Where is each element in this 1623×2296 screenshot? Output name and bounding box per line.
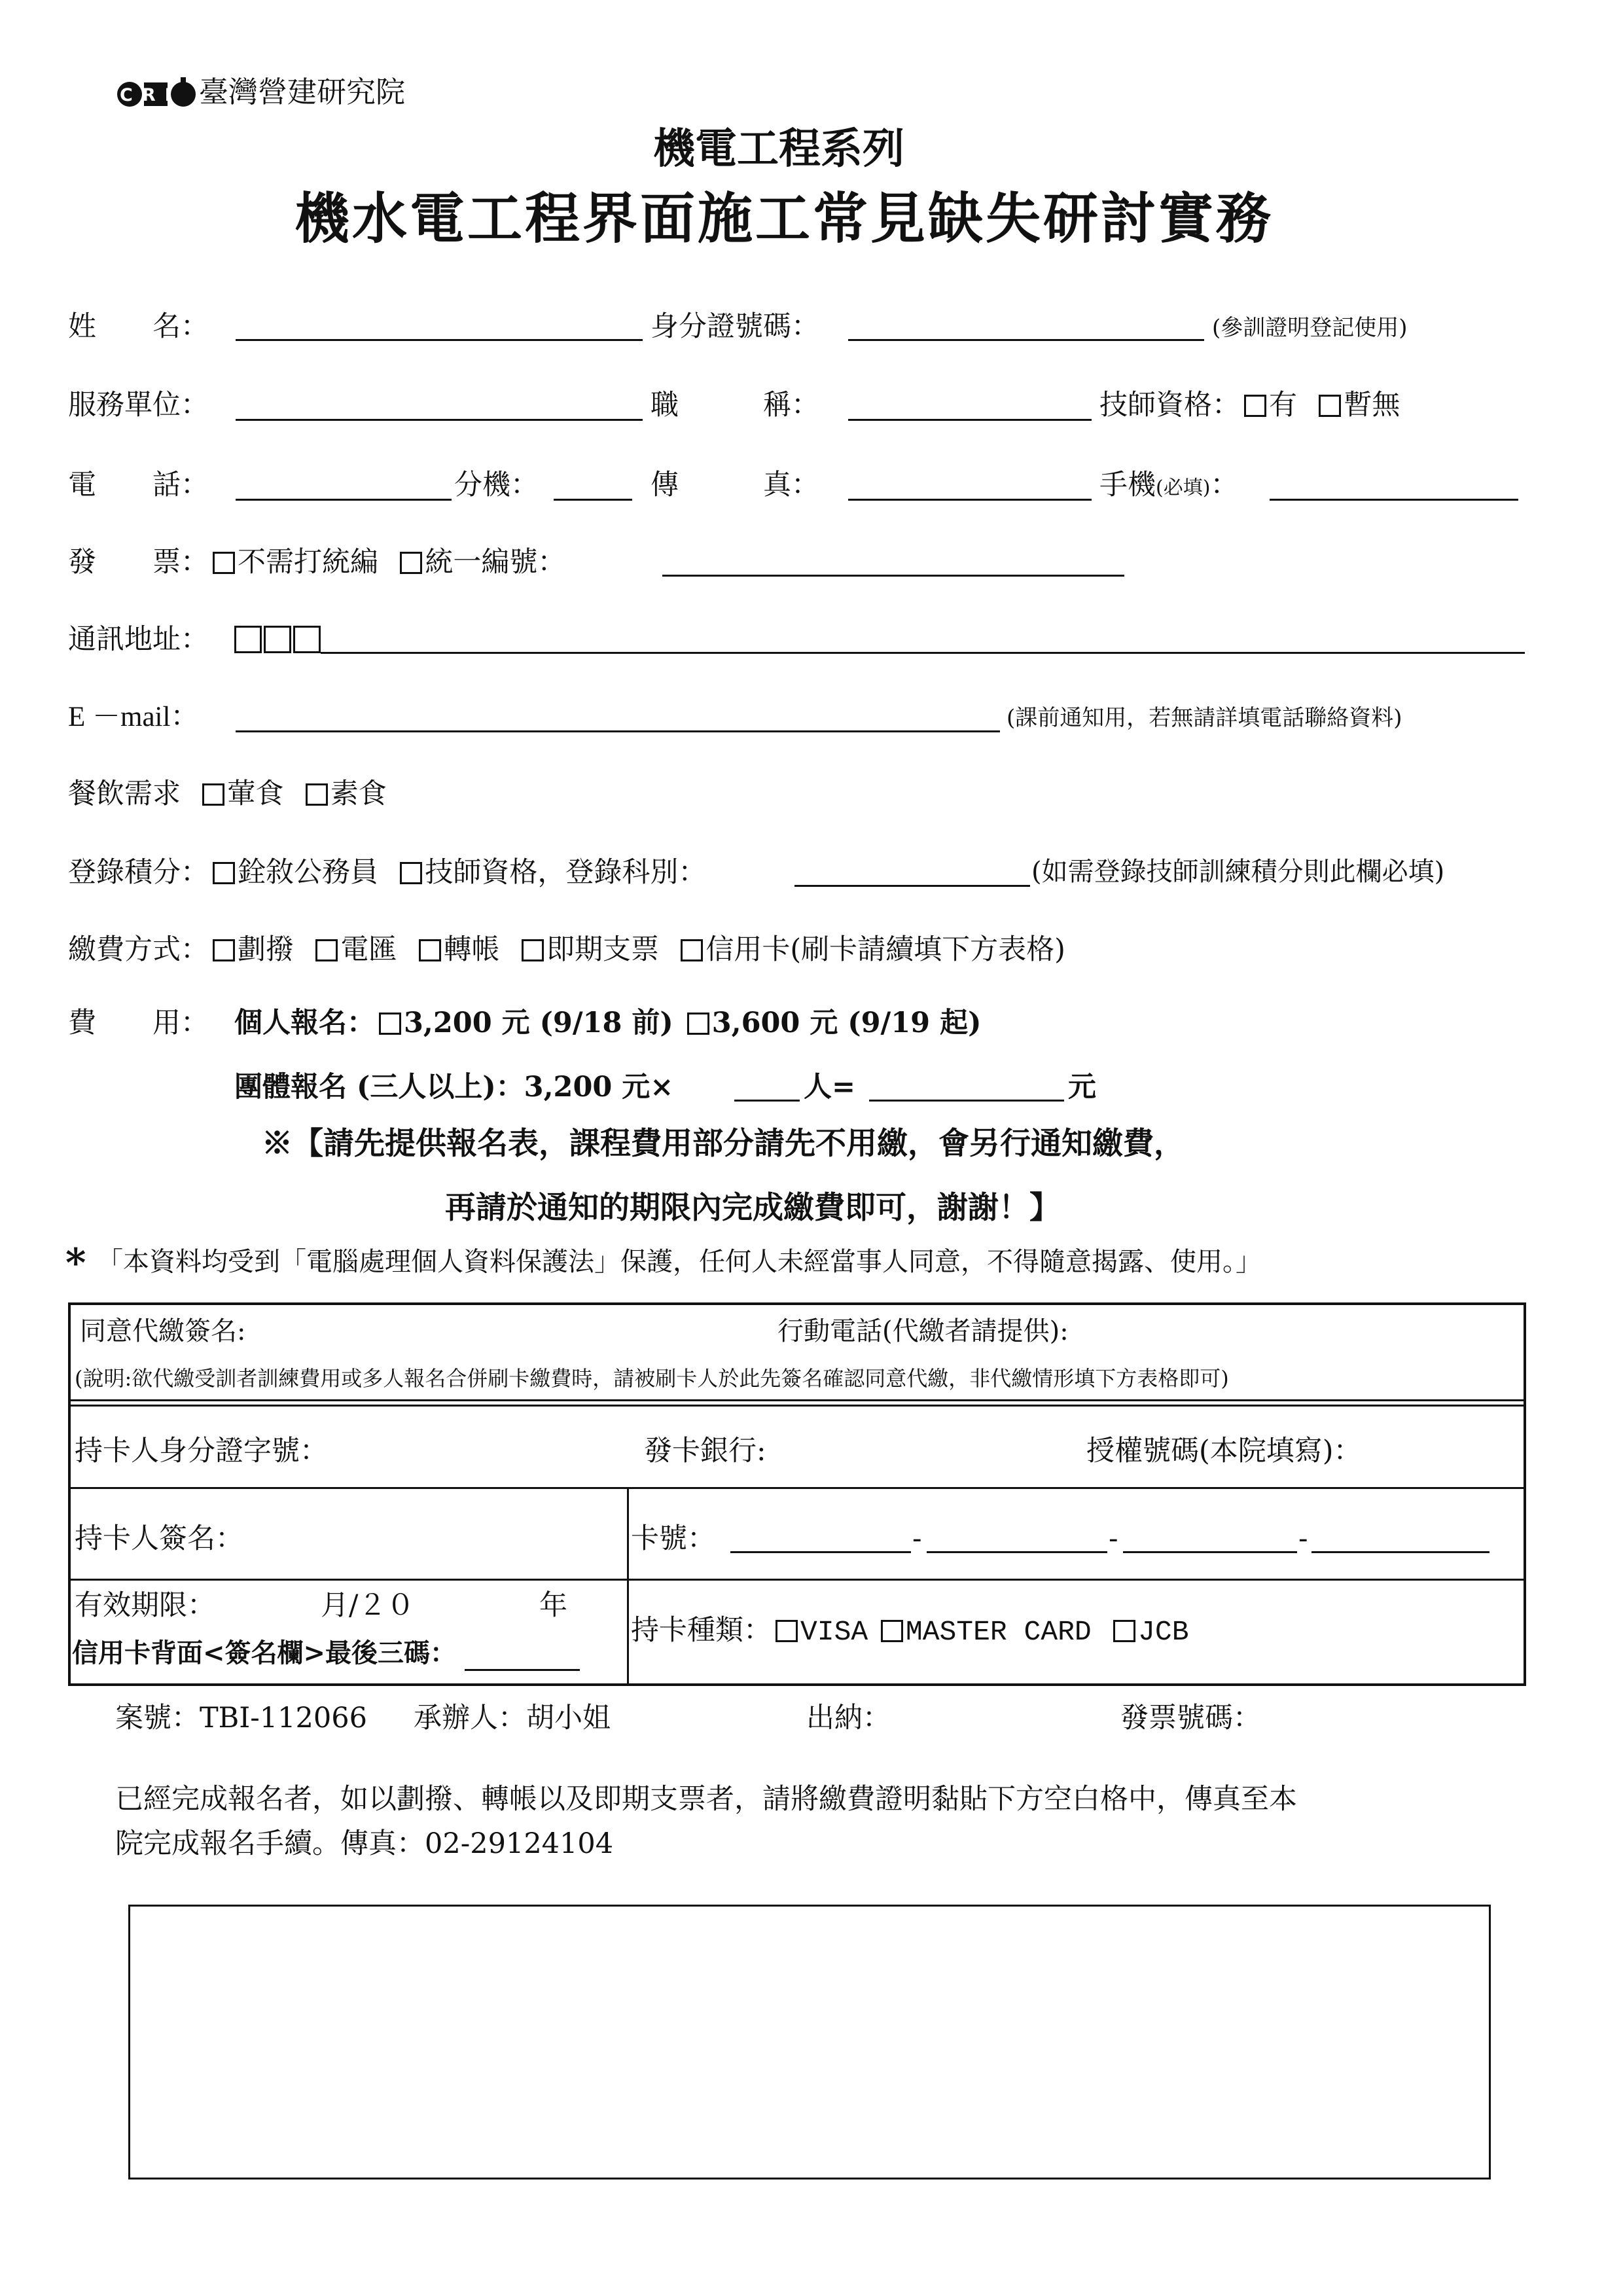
invoice-no-tax-label: 不需打統編 [238, 546, 378, 579]
table-divider-double-bottom [71, 1405, 1524, 1407]
fee-label: 費 用： [68, 1007, 209, 1039]
email-label: E －mail： [68, 702, 199, 732]
meal-label: 餐飲需求 [68, 778, 181, 810]
card-number-field-2[interactable] [927, 1551, 1107, 1553]
credit-label: 登錄積分： [68, 856, 209, 889]
payment-card-checkbox[interactable] [681, 939, 703, 961]
agent-phone-label: 行動電話(代繳者請提供): [777, 1316, 1069, 1346]
payment-row [68, 933, 1065, 966]
card-master-label: MASTER CARD [905, 1616, 1092, 1648]
page-title: 機水電工程界面施工常見缺失研討實務 [294, 186, 1274, 251]
notice-line-1: ※【請先提供報名表，課程費用部分請先不用繳，會另行通知繳費， [262, 1126, 1185, 1162]
meal-veg-checkbox[interactable] [306, 783, 328, 806]
cvv-label: 信用卡背面<簽名欄>最後三碼： [72, 1638, 457, 1668]
payment-option-2: 電匯 [340, 933, 397, 966]
fee-group-persons-label: 人= [804, 1071, 856, 1103]
instruction-line-1: 已經完成報名者，如以劃撥、轉帳以及即期支票者，請將繳費證明黏貼下方空白格中，傳真至本 [115, 1783, 1297, 1816]
mobile-required: (必填) [1156, 476, 1211, 499]
engineer-none-label: 暫無 [1344, 389, 1400, 422]
engineer-label: 技師資格： [1099, 389, 1240, 422]
ext-field[interactable] [554, 499, 632, 501]
mobile-label-group [1099, 471, 1238, 499]
holder-sign-label: 持卡人簽名： [75, 1522, 243, 1555]
phone-field[interactable] [236, 499, 452, 501]
card-dash-1: - [912, 1522, 922, 1555]
card-visa-checkbox[interactable] [776, 1620, 798, 1642]
fee-early-checkbox[interactable] [379, 1013, 401, 1035]
payment-label: 繳費方式： [68, 933, 209, 966]
logo-letters: CRI [120, 85, 181, 105]
invoice-label: 發 票： [68, 546, 209, 579]
table-divider-vertical [627, 1487, 629, 1683]
address-label: 通訊地址： [68, 623, 209, 656]
email-note: (課前通知用，若無請詳填電話聯絡資料) [1007, 705, 1402, 731]
invoice-tax-id-checkbox[interactable] [400, 552, 422, 574]
fee-individual-row [234, 1009, 981, 1037]
payment-option-3: 轉帳 [443, 933, 500, 966]
meal-row [68, 780, 387, 808]
fee-group-yuan: 元 [1068, 1071, 1096, 1103]
fee-early-label: 3,200 元 (9/18 前) [404, 1007, 673, 1039]
fee-late-checkbox[interactable] [687, 1013, 709, 1035]
expiry-year: 年 [539, 1589, 567, 1622]
card-master-checkbox[interactable] [881, 1620, 903, 1642]
privacy-star: * [65, 1240, 86, 1286]
table-divider-row-2 [71, 1487, 1524, 1489]
engineer-none-checkbox[interactable] [1319, 395, 1341, 417]
agent-sign-label: 同意代繳簽名: [80, 1316, 246, 1346]
handler: 承辦人：胡小姐 [414, 1702, 611, 1734]
table-divider-row-3 [71, 1579, 1524, 1581]
instruction-line-2: 院完成報名手續。傳真：02-29124104 [115, 1827, 614, 1860]
engineer-yes-checkbox[interactable] [1244, 395, 1266, 417]
job-title-label: 職 稱： [651, 389, 819, 422]
auth-code-label: 授權號碼(本院填寫)： [1086, 1435, 1362, 1467]
card-jcb-label: JCB [1138, 1616, 1189, 1648]
payment-option-4: 即期支票 [546, 933, 660, 966]
holder-id-label: 持卡人身分證字號： [75, 1435, 328, 1467]
credit-civil-checkbox[interactable] [213, 862, 235, 884]
card-dash-3: - [1298, 1522, 1308, 1555]
id-label: 身分證號碼： [651, 310, 819, 343]
credit-civil-label: 銓敘公務員 [238, 856, 378, 889]
address-field[interactable] [321, 652, 1525, 654]
meal-veg-label: 素食 [330, 778, 387, 810]
payment-option-1: 劃撥 [238, 933, 294, 966]
invoice-number-label: 發票號碼： [1120, 1702, 1261, 1734]
issuing-bank-label: 發卡銀行: [644, 1435, 766, 1467]
tax-id-field[interactable] [662, 575, 1124, 577]
credit-engineer-label: 技師資格，登錄科別： [425, 856, 707, 889]
card-number-field-3[interactable] [1123, 1551, 1297, 1553]
card-jcb-checkbox[interactable] [1113, 1620, 1135, 1642]
invoice-tax-id-label: 統一編號： [425, 546, 566, 579]
id-note: (參訓證明登記使用) [1212, 315, 1408, 341]
fax-field[interactable] [848, 499, 1092, 501]
unit-field[interactable] [236, 419, 643, 421]
payment-option-5: 信用卡(刷卡請續填下方表格) [705, 933, 1065, 966]
id-field[interactable] [848, 339, 1204, 341]
card-dash-2: - [1109, 1522, 1118, 1555]
card-number-label: 卡號： [631, 1522, 715, 1555]
fee-group-total-field[interactable] [869, 1100, 1064, 1102]
zip-box-1[interactable] [234, 626, 262, 653]
invoice-row [68, 548, 565, 577]
fee-late-label: 3,600 元 (9/19 起) [711, 1007, 982, 1039]
expiry-month: 月/２０ [321, 1589, 415, 1622]
card-type-row [631, 1614, 1189, 1648]
meal-meat-checkbox[interactable] [202, 783, 224, 806]
credit-note: (如需登錄技師訓練積分則此欄必填) [1031, 857, 1445, 887]
credit-subject-field[interactable] [794, 885, 1030, 887]
fee-group-persons-field[interactable] [734, 1100, 800, 1102]
engineer-yes-label: 有 [1269, 389, 1297, 422]
unit-label: 服務單位： [68, 389, 209, 422]
payment-wire-checkbox[interactable] [315, 939, 338, 961]
mobile-label: 手機 [1099, 469, 1156, 501]
org-name: 臺灣營建研究院 [199, 75, 406, 109]
credit-engineer-checkbox[interactable] [400, 862, 422, 884]
email-field[interactable] [236, 730, 1000, 732]
card-number-field-4[interactable] [1311, 1551, 1489, 1553]
notice-line-2: 再請於通知的期限內完成繳費即可，謝謝！】 [445, 1190, 1060, 1226]
agent-note: (說明:欲代繳受訓者訓練費用或多人報名合併刷卡繳費時，請被刷卡人於此先簽名確認同意代繳，非代繳情形填下方表格即可) [75, 1366, 1229, 1391]
card-visa-label: VISA [800, 1616, 868, 1648]
meal-meat-label: 葷食 [227, 778, 284, 810]
payment-cheque-checkbox[interactable] [522, 939, 544, 961]
engineer-row [1099, 391, 1400, 420]
zip-box-2[interactable] [264, 626, 291, 653]
cashier-label: 出納： [806, 1702, 891, 1734]
name-label: 姓 名： [68, 310, 209, 343]
ext-label: 分機： [454, 469, 539, 501]
name-field[interactable] [236, 339, 643, 341]
card-type-label: 持卡種類： [631, 1614, 772, 1647]
phone-label: 電 話： [68, 469, 209, 501]
mobile-field[interactable] [1270, 499, 1518, 501]
invoice-no-tax-checkbox[interactable] [213, 552, 235, 574]
mobile-colon: ： [1210, 469, 1239, 501]
fee-group-label: 團體報名 (三人以上)：3,200 元× [234, 1071, 674, 1103]
table-divider-double-top [71, 1399, 1524, 1401]
card-number-field-1[interactable] [730, 1551, 911, 1553]
fax-label: 傳 真： [651, 469, 819, 501]
cvv-field[interactable] [465, 1669, 580, 1671]
fee-individual-label: 個人報名： [234, 1007, 375, 1039]
zip-box-3[interactable] [293, 626, 321, 653]
series-title: 機電工程系列 [653, 124, 904, 173]
privacy-text: 「本資料均受到「電腦處理個人資料保護法」保護，任何人未經當事人同意，不得隨意揭露、使用。」 [97, 1247, 1262, 1277]
payment-proof-box[interactable] [128, 1905, 1491, 2179]
payment-bank-checkbox[interactable] [419, 939, 441, 961]
logo [115, 77, 198, 110]
payment-transfer-checkbox[interactable] [213, 939, 235, 961]
job-title-field[interactable] [848, 419, 1092, 421]
case-number: 案號：TBI-112066 [115, 1702, 367, 1734]
credit-row [68, 856, 707, 889]
expiry-label: 有效期限： [75, 1589, 215, 1622]
